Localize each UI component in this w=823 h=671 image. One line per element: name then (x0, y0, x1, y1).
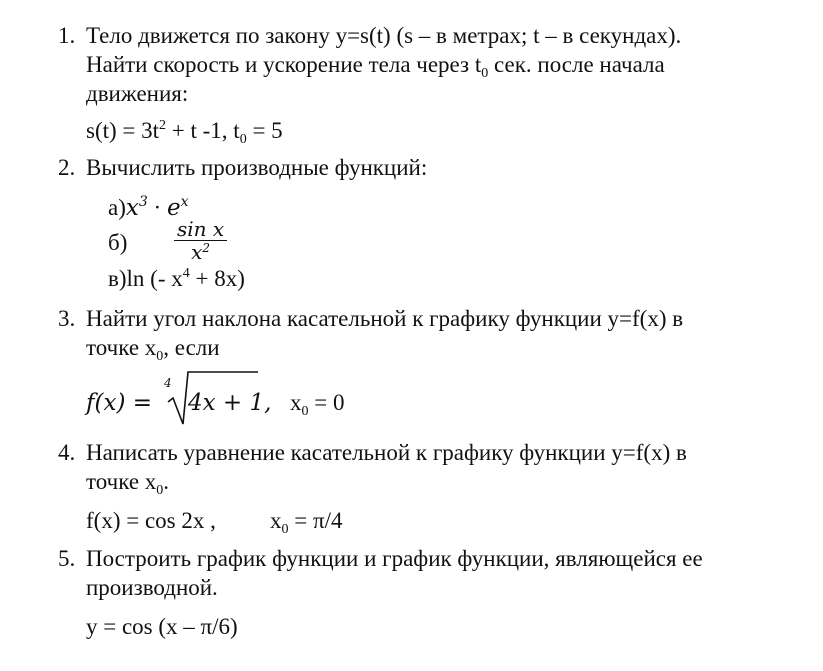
problem-4-formula-lhs: f(x) = cos 2x , (86, 508, 216, 533)
problem-1-number: 1. (58, 23, 76, 48)
fraction-numerator: sin x (174, 218, 227, 241)
problem-2c-formula: в)ln (- $x^4 + 8x$) (108, 266, 245, 291)
problem-3-line-2: точке $x_0$, если (86, 335, 220, 364)
problem-1-line-1: Тело движется по закону y=s(t) (s – в метрах; t – в секундах). (86, 23, 682, 48)
problem-1-line-3: движения: (86, 81, 189, 106)
problem-2b-label: б) (108, 230, 128, 255)
problem-1-formula: $s(t) = 3t^2 + t$ -1, $t_0 = 5$ (86, 118, 283, 147)
problem-3-lhs: f(x) = (86, 390, 153, 416)
problem-3-number: 3. (58, 306, 76, 331)
problem-5-line-2: производной. (86, 575, 218, 600)
problem-2a-formula: $а)x^3 \cdot e^x$ (108, 194, 189, 221)
problem-4-x0: $x_0 = \pi/4$ (270, 508, 343, 537)
problem-2-number: 2. (58, 155, 76, 180)
problem-3-x0: $x_0 = 0$ (290, 390, 345, 419)
radicand: 4x + 1, (188, 390, 272, 416)
problem-4-line-2: точке $x_0$. (86, 469, 170, 498)
problem-4-line-1: Написать уравнение касательной к графику функции y=f(x) в (86, 440, 687, 465)
problem-3-line-1: Найти угол наклона касательной к графику функции y=f(x) в (86, 306, 684, 331)
problem-4-number: 4. (58, 440, 76, 465)
problem-1-line-2: Найти скорость и ускорение тела через $t_0$ сек. после начала (86, 52, 665, 81)
root-index: 4 (164, 376, 172, 390)
problem-5-formula: y = cos (x – π/6) (86, 614, 238, 639)
problem-5-number: 5. (58, 546, 76, 571)
problem-2-line-1: Вычислить производные функций: (86, 155, 428, 180)
problem-2b-fraction (174, 218, 227, 263)
fraction-denominator: $x^2$ (191, 240, 211, 264)
problem-5-line-1: Построить график функции и график функции, являющейся ее (86, 546, 703, 571)
